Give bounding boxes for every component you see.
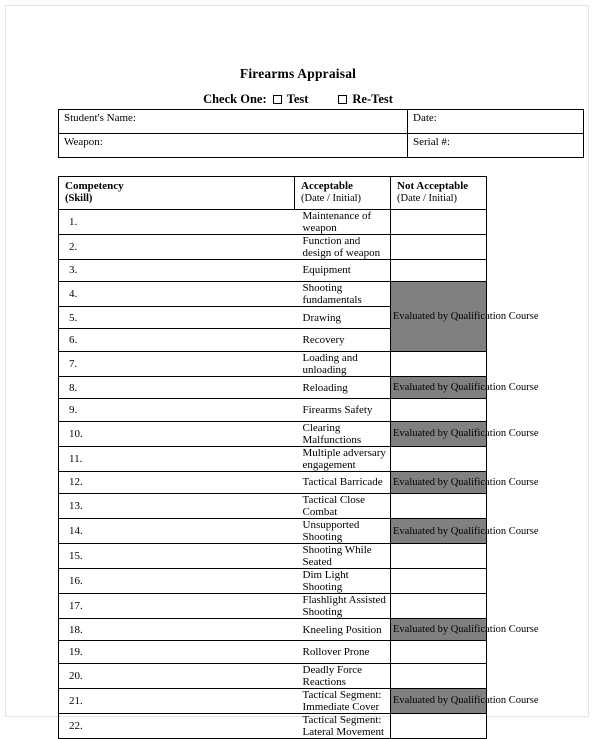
row-number: 10. xyxy=(59,421,295,446)
row-number: 7. xyxy=(59,351,295,376)
row-skill-label: Reloading xyxy=(295,376,391,398)
row-skill-label: Tactical Segment: Immediate Cover xyxy=(295,688,391,713)
checkbox-label-test: Test xyxy=(286,92,309,106)
table-row xyxy=(59,519,487,544)
acceptable-entry-cell[interactable] xyxy=(391,544,487,569)
info-row-student-date xyxy=(59,110,584,134)
field-students-name[interactable]: Student's Name: xyxy=(59,110,408,134)
evaluated-by-qualification-course-cell: Evaluated by Qualification Course xyxy=(391,519,487,544)
row-number: 16. xyxy=(59,569,295,594)
acceptable-entry-cell[interactable] xyxy=(391,446,487,471)
table-row xyxy=(59,351,487,376)
checkbox-icon-test[interactable] xyxy=(273,95,282,104)
column-header-acceptable-sub: (Date / Initial) xyxy=(301,192,362,204)
row-skill-label: Tactical Close Combat xyxy=(295,494,391,519)
row-skill-label: Equipment xyxy=(295,259,391,281)
row-number: 12. xyxy=(59,471,295,493)
row-skill-label: Dim Light Shooting xyxy=(295,569,391,594)
acceptable-entry-cell[interactable] xyxy=(391,399,487,421)
table-row xyxy=(59,494,487,519)
row-skill-label: Kneeling Position xyxy=(295,619,391,641)
document-content xyxy=(6,6,590,738)
row-number: 8. xyxy=(59,376,295,398)
column-header-competency-main: Competency xyxy=(65,180,124,192)
competency-table-body xyxy=(59,209,539,738)
row-number: 4. xyxy=(59,282,295,307)
row-number: 6. xyxy=(59,329,295,351)
column-header-competency-sub: (Skill) xyxy=(65,192,93,204)
acceptable-entry-cell[interactable] xyxy=(391,209,487,234)
checkbox-icon-re-test[interactable] xyxy=(338,95,347,104)
competency-table-head xyxy=(59,177,487,210)
acceptable-entry-cell[interactable] xyxy=(391,594,487,619)
row-number: 3. xyxy=(59,259,295,281)
page-title: Firearms Appraisal xyxy=(239,66,357,81)
row-skill-label: Multiple adversary engagement xyxy=(295,446,391,471)
row-skill-label: Unsupported Shooting xyxy=(295,519,391,544)
table-row xyxy=(59,713,487,738)
check-one-row xyxy=(6,92,590,107)
column-header-acceptable xyxy=(295,177,391,210)
row-skill-label: Drawing xyxy=(295,307,391,329)
row-skill-label: Maintenance of weapon xyxy=(295,209,391,234)
row-skill-label: Loading and unloading xyxy=(295,351,391,376)
row-number: 18. xyxy=(59,619,295,641)
acceptable-entry-cell[interactable] xyxy=(391,569,487,594)
row-number: 20. xyxy=(59,663,295,688)
row-number: 1. xyxy=(59,209,295,234)
row-number: 13. xyxy=(59,494,295,519)
row-skill-label: Firearms Safety xyxy=(295,399,391,421)
table-row xyxy=(59,376,487,398)
row-skill-label: Rollover Prone xyxy=(295,641,391,663)
evaluated-by-qualification-course-cell: Evaluated by Qualification Course xyxy=(391,421,487,446)
acceptable-entry-cell[interactable] xyxy=(391,234,487,259)
row-number: 9. xyxy=(59,399,295,421)
table-row xyxy=(59,399,487,421)
table-row xyxy=(59,641,487,663)
table-row xyxy=(59,446,487,471)
row-skill-label: Tactical Segment: Lateral Movement xyxy=(295,713,391,738)
table-row xyxy=(59,421,487,446)
row-skill-label: Shooting fundamentals xyxy=(295,282,391,307)
row-number: 2. xyxy=(59,234,295,259)
table-row xyxy=(59,259,487,281)
table-row xyxy=(59,619,487,641)
acceptable-entry-cell[interactable] xyxy=(391,663,487,688)
student-info-table xyxy=(58,109,584,158)
evaluated-by-qualification-course-cell: Evaluated by Qualification Course xyxy=(391,688,487,713)
table-row xyxy=(59,544,487,569)
evaluated-by-qualification-course-cell: Evaluated by Qualification Course xyxy=(391,619,487,641)
row-number: 14. xyxy=(59,519,295,544)
row-skill-label: Flashlight Assisted Shooting xyxy=(295,594,391,619)
field-weapon[interactable]: Weapon: xyxy=(59,134,408,158)
row-skill-label: Recovery xyxy=(295,329,391,351)
check-one-label: Check One: xyxy=(203,92,267,106)
acceptable-entry-cell[interactable] xyxy=(391,713,487,738)
table-row xyxy=(59,663,487,688)
column-header-not-acceptable xyxy=(391,177,487,210)
field-date[interactable]: Date: xyxy=(408,110,584,134)
acceptable-entry-cell[interactable] xyxy=(391,259,487,281)
table-row xyxy=(59,688,487,713)
row-number: 17. xyxy=(59,594,295,619)
table-row xyxy=(59,282,487,307)
row-skill-label: Tactical Barricade xyxy=(295,471,391,493)
column-header-competency xyxy=(59,177,295,210)
row-number: 5. xyxy=(59,307,295,329)
row-skill-label: Clearing Malfunctions xyxy=(295,421,391,446)
acceptable-entry-cell[interactable] xyxy=(391,351,487,376)
evaluated-by-qualification-course-cell: Evaluated by Qualification Course xyxy=(391,471,487,493)
competency-header-row xyxy=(59,177,487,210)
page-sheet xyxy=(5,5,589,738)
table-row xyxy=(59,209,487,234)
column-header-not-acceptable-main: Not Acceptable xyxy=(397,180,469,192)
checkbox-label-re-test: Re-Test xyxy=(352,92,393,106)
row-number: 15. xyxy=(59,544,295,569)
acceptable-entry-cell[interactable] xyxy=(391,641,487,663)
row-number: 19. xyxy=(59,641,295,663)
table-row xyxy=(59,569,487,594)
table-row xyxy=(59,471,487,493)
info-row-weapon-serial xyxy=(59,134,584,158)
row-skill-label: Shooting While Seated xyxy=(295,544,391,569)
row-skill-label: Function and design of weapon xyxy=(295,234,391,259)
competency-table xyxy=(58,176,539,739)
row-skill-label: Deadly Force Reactions xyxy=(295,663,391,688)
row-number: 21. xyxy=(59,688,295,713)
column-header-acceptable-main: Acceptable xyxy=(301,180,353,192)
acceptable-entry-cell[interactable] xyxy=(391,494,487,519)
field-serial-number[interactable]: Serial #: xyxy=(408,134,584,158)
row-number: 11. xyxy=(59,446,295,471)
evaluated-by-qualification-course-cell: Evaluated by Qualification Course xyxy=(391,282,487,352)
evaluated-by-qualification-course-cell: Evaluated by Qualification Course xyxy=(391,376,487,398)
table-row xyxy=(59,234,487,259)
checkbox-option-test[interactable] xyxy=(273,92,309,106)
row-number: 22. xyxy=(59,713,295,738)
table-row xyxy=(59,594,487,619)
column-header-not-acceptable-sub: (Date / Initial) xyxy=(397,192,458,204)
checkbox-option-re-test[interactable] xyxy=(338,92,393,106)
